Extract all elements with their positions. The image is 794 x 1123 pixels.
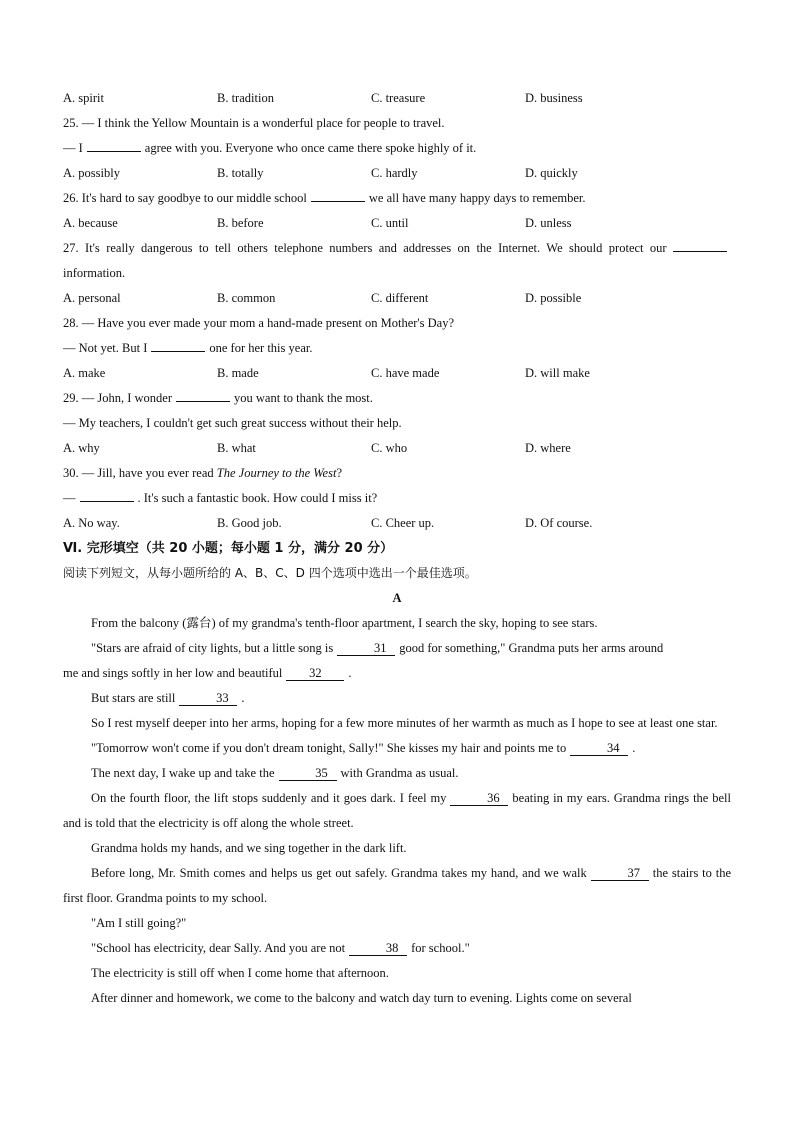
option-a[interactable]: A. No way.: [63, 516, 120, 530]
option-a[interactable]: A. make: [63, 366, 106, 380]
option-c[interactable]: C. different: [371, 291, 429, 305]
cloze-blank-32[interactable]: 32: [286, 666, 344, 681]
passage-paragraph-cont: me and sings softly in her low and beautiful 32 .: [63, 666, 352, 680]
q25-options: [63, 161, 731, 186]
option-b[interactable]: B. made: [217, 366, 259, 380]
option-b[interactable]: B. what: [217, 441, 256, 455]
answer-blank[interactable]: [87, 151, 141, 152]
option-d[interactable]: D. Of course.: [525, 516, 593, 530]
q30-reply: — . It's such a fantastic book. How could I miss it?: [63, 491, 378, 505]
option-d[interactable]: D. quickly: [525, 166, 578, 180]
passage-paragraph: On the fourth floor, the lift stops suddenly and it goes dark. I feel my 36 beating in my ears. Grandma rings the bell and is told that the electricity is off along the whole street.: [63, 791, 731, 830]
option-a[interactable]: A. personal: [63, 291, 121, 305]
option-b[interactable]: B. common: [217, 291, 276, 305]
answer-blank[interactable]: [673, 251, 727, 252]
q28-reply: — Not yet. But I one for her this year.: [63, 341, 313, 355]
q29-reply: — My teachers, I couldn't get such great success without their help.: [63, 416, 402, 430]
option-a[interactable]: A. because: [63, 216, 118, 230]
option-b[interactable]: B. totally: [217, 166, 264, 180]
cloze-blank-34[interactable]: 34: [570, 741, 628, 756]
passage-paragraph: The electricity is still off when I come home that afternoon.: [91, 966, 389, 980]
q29-options: [63, 436, 731, 461]
cloze-blank-36[interactable]: 36: [450, 791, 508, 806]
option-b[interactable]: B. before: [217, 216, 264, 230]
passage-paragraph: After dinner and homework, we come to the balcony and watch day turn to evening. Lights come on several: [91, 991, 632, 1005]
passage-paragraph: So I rest myself deeper into her arms, hoping for a few more minutes of her warmth as much as I hope to see at least one star.: [91, 716, 718, 730]
passage-paragraph: Before long, Mr. Smith comes and helps us get out safely. Grandma takes my hand, and we walk 37 the stairs to the first floor. Grandma points to my school.: [63, 866, 731, 905]
option-d[interactable]: D. unless: [525, 216, 572, 230]
q29-stem: 29. — John, I wonder you want to thank the most.: [63, 391, 373, 405]
q28-options: [63, 361, 731, 386]
option-b[interactable]: B. tradition: [217, 91, 274, 105]
exam-page: [63, 86, 731, 1011]
passage-paragraph: From the balcony (露台) of my grandma's tenth-floor apartment, I search the sky, hoping to see stars.: [91, 616, 598, 630]
option-c[interactable]: C. who: [371, 441, 408, 455]
q26-stem: 26. It's hard to say goodbye to our middle school we all have many happy days to remember.: [63, 191, 586, 205]
option-a[interactable]: A. why: [63, 441, 100, 455]
cloze-blank-31[interactable]: 31: [337, 641, 395, 656]
passage-paragraph: But stars are still 33 .: [91, 691, 245, 705]
cloze-blank-37[interactable]: 37: [591, 866, 649, 881]
answer-blank[interactable]: [151, 351, 205, 352]
answer-blank[interactable]: [80, 501, 134, 502]
option-c[interactable]: C. Cheer up.: [371, 516, 435, 530]
q27-options: [63, 286, 731, 311]
answer-blank[interactable]: [176, 401, 230, 402]
passage-paragraph: Grandma holds my hands, and we sing together in the dark lift.: [91, 841, 407, 855]
passage-paragraph: The next day, I wake up and take the 35 with Grandma as usual.: [91, 766, 459, 780]
section-instruction: 阅读下列短文，从每小题所给的 A、B、C、D 四个选项中选出一个最佳选项。: [63, 566, 477, 580]
option-d[interactable]: D. business: [525, 91, 583, 105]
option-b[interactable]: B. Good job.: [217, 516, 282, 530]
cloze-blank-35[interactable]: 35: [279, 766, 337, 781]
section-heading: Ⅵ. 完形填空（共 20 小题；每小题 1 分，满分 20 分）: [63, 541, 394, 556]
q25-reply: — I agree with you. Everyone who once came there spoke highly of it.: [63, 141, 477, 155]
q27-stem: 27. It's really dangerous to tell others telephone numbers and addresses on the Internet. We should protect our information.: [63, 236, 731, 286]
passage-paragraph: "Stars are afraid of city lights, but a little song is 31 good for something," Grandma puts her arms around: [91, 641, 664, 655]
q28-stem: 28. — Have you ever made your mom a hand-made present on Mother's Day?: [63, 316, 455, 330]
option-a[interactable]: A. spirit: [63, 91, 104, 105]
option-a[interactable]: A. possibly: [63, 166, 120, 180]
passage-paragraph: "Am I still going?": [91, 916, 187, 930]
q26-options: [63, 211, 731, 236]
passage-label: A: [392, 591, 402, 605]
option-d[interactable]: D. where: [525, 441, 571, 455]
option-d[interactable]: D. possible: [525, 291, 582, 305]
option-c[interactable]: C. treasure: [371, 91, 426, 105]
passage-paragraph: "Tomorrow won't come if you don't dream tonight, Sally!" She kisses my hair and points me to 34 .: [91, 741, 636, 755]
book-title: The Journey to the West: [216, 466, 337, 480]
q25-stem: 25. — I think the Yellow Mountain is a wonderful place for people to travel.: [63, 116, 445, 130]
option-c[interactable]: C. have made: [371, 366, 440, 380]
passage-paragraph: "School has electricity, dear Sally. And you are not 38 for school.": [91, 941, 470, 955]
answer-blank[interactable]: [311, 201, 365, 202]
option-c[interactable]: C. until: [371, 216, 409, 230]
q30-stem: 30. — Jill, have you ever read The Journey to the West?: [63, 466, 342, 480]
q24-options: [63, 86, 731, 111]
cloze-blank-38[interactable]: 38: [349, 941, 407, 956]
option-d[interactable]: D. will make: [525, 366, 590, 380]
option-c[interactable]: C. hardly: [371, 166, 418, 180]
q30-options: [63, 511, 731, 536]
cloze-blank-33[interactable]: 33: [179, 691, 237, 706]
